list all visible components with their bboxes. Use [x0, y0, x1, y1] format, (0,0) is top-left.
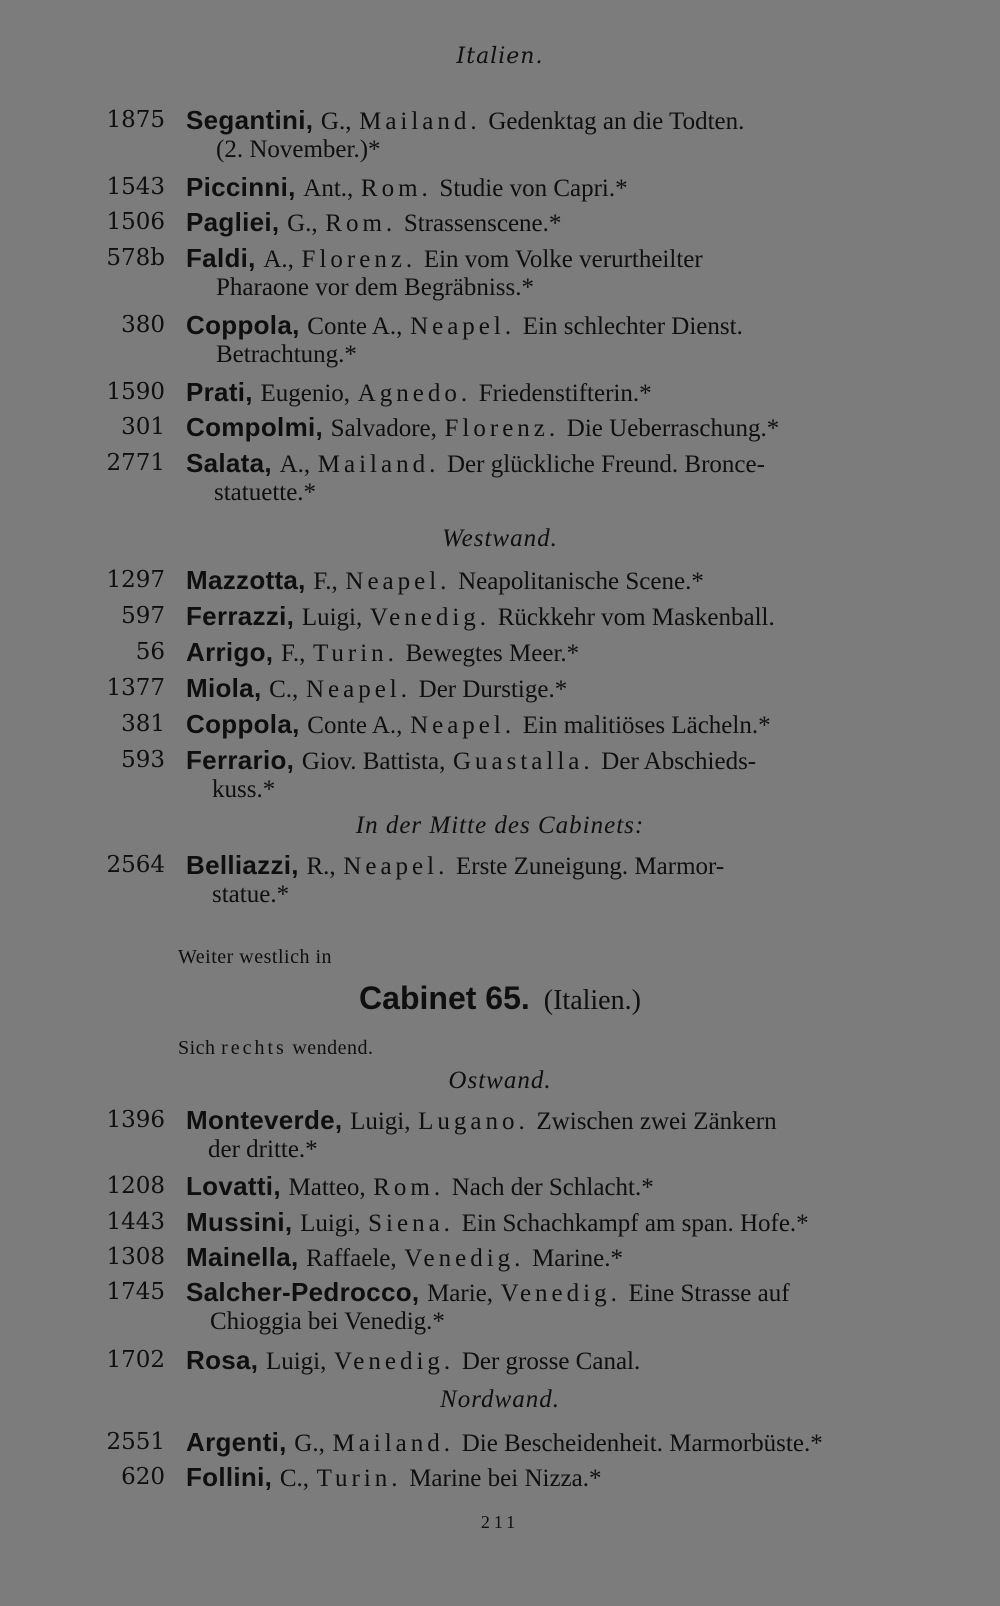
artist-name: Piccinni,: [186, 172, 296, 202]
artwork-title: Bewegtes Meer.*: [405, 640, 580, 667]
artwork-title-continuation: statue.*: [212, 881, 290, 908]
orientation-note-pre: Sich: [178, 1037, 222, 1059]
entry-line: [186, 745, 940, 777]
entry-line: [186, 601, 940, 633]
section-heading-ostwand: Ostwand.: [448, 1067, 552, 1094]
artist-name: Belliazzi,: [186, 850, 299, 880]
artist-place: Neapel.: [343, 853, 449, 880]
artist-place: Venedig.: [404, 1245, 525, 1272]
section-heading-nordwand: Nordwand.: [440, 1386, 560, 1413]
entry-line: [186, 310, 940, 342]
entry-line: [186, 105, 940, 137]
artist-first-name: F.,: [313, 568, 338, 595]
entry-line: [186, 1462, 940, 1494]
artwork-title: Rückkehr vom Maskenball.: [497, 604, 775, 631]
artist-first-name: G.,: [287, 210, 318, 237]
artist-name: Salcher-Pedrocco,: [186, 1277, 420, 1307]
catalog-number: 1745: [106, 1279, 165, 1305]
catalog-number: 593: [121, 747, 165, 773]
artist-place: Venedig.: [500, 1280, 621, 1307]
artist-place: Siena.: [368, 1210, 454, 1237]
entry-line: [186, 1277, 940, 1309]
catalog-number: 1875: [106, 107, 165, 133]
entry-line: [186, 1105, 940, 1137]
artist-first-name: Luigi,: [265, 1348, 327, 1375]
artwork-title: Strassenscene.*: [403, 210, 562, 237]
entry-line: [186, 448, 940, 480]
artist-name: Mainella,: [186, 1242, 299, 1272]
entry-line: [186, 1427, 940, 1459]
catalog-number: 2771: [106, 450, 165, 476]
artwork-title: Ein vom Volke verurtheilter: [423, 246, 703, 273]
artwork-title: Eine Strasse auf: [628, 1280, 790, 1307]
entry-line: [186, 565, 940, 597]
artwork-title: Die Bescheidenheit. Marmorbüste.*: [461, 1430, 823, 1457]
artwork-title: Die Ueberraschung.*: [566, 415, 780, 442]
catalog-number: 380: [121, 312, 165, 338]
artist-place: Mailand.: [317, 451, 440, 478]
artist-place: Neapel.: [410, 712, 516, 739]
artist-first-name: A.,: [279, 451, 311, 478]
entry-line: [186, 172, 940, 204]
artwork-title-continuation: der dritte.*: [208, 1136, 318, 1163]
catalog-number: 1208: [106, 1173, 165, 1199]
catalog-number: 1297: [106, 567, 165, 593]
catalog-number: 1396: [106, 1107, 165, 1133]
artist-place: Venedig.: [334, 1348, 455, 1375]
orientation-note-post: wendend.: [286, 1037, 374, 1059]
artwork-title: Ein Schachkampf am span. Hofe.*: [461, 1210, 809, 1237]
entry-line: [186, 412, 940, 444]
entry-line: [186, 1242, 940, 1274]
artist-first-name: Salvadore,: [330, 415, 437, 442]
artwork-title: Ein malitiöses Lächeln.*: [522, 712, 771, 739]
artist-first-name: Luigi,: [301, 604, 363, 631]
artist-place: Mailand.: [359, 108, 481, 135]
artist-place: Neapel.: [345, 568, 451, 595]
artist-first-name: Luigi,: [300, 1210, 361, 1237]
catalog-number: 1443: [106, 1209, 165, 1235]
artwork-title: Friedenstifterin.*: [478, 380, 652, 407]
artist-name: Monteverde,: [186, 1105, 343, 1135]
directional-note: [178, 946, 332, 969]
artwork-title: Nach der Schlacht.*: [451, 1174, 654, 1201]
artwork-title: Studie von Capri.*: [439, 175, 628, 202]
entry-line: [186, 243, 940, 275]
artist-name: Mazzotta,: [186, 565, 306, 595]
catalog-number: 597: [121, 603, 165, 629]
artist-first-name: C.,: [279, 1465, 309, 1492]
artist-place: Guastalla.: [452, 748, 594, 775]
artist-place: Agnedo.: [357, 380, 472, 407]
section-heading-westwand: Westwand.: [442, 525, 558, 552]
artwork-title: Zwischen zwei Zänkern: [536, 1108, 777, 1135]
artist-name: Lovatti,: [186, 1171, 281, 1201]
artist-name: Ferrario,: [186, 745, 295, 775]
artwork-title: Gedenktag an die Todten.: [488, 108, 745, 135]
artist-place: Lugano.: [418, 1108, 529, 1135]
artist-name: Argenti,: [186, 1427, 287, 1457]
entry-line: [186, 850, 940, 882]
entry-line: [186, 637, 940, 669]
catalog-number: 1506: [106, 209, 165, 235]
artwork-title-continuation: Chioggia bei Venedig.*: [210, 1308, 445, 1335]
orientation-note-direction: rechts: [221, 1037, 287, 1059]
artwork-title-continuation: kuss.*: [212, 776, 276, 803]
artwork-title: Der Abschieds-: [601, 748, 757, 775]
catalog-number: 56: [135, 639, 165, 665]
page-number: 211: [480, 1512, 520, 1532]
artist-first-name: A.,: [263, 246, 294, 273]
directional-note-text: Weiter westlich in: [178, 946, 333, 968]
artist-name: Pagliei,: [186, 207, 280, 237]
artist-name: Follini,: [186, 1462, 273, 1492]
section-heading-mitte: In der Mitte des Cabinets:: [355, 812, 645, 839]
artist-first-name: Marie,: [427, 1280, 494, 1307]
artist-name: Segantini,: [186, 105, 314, 135]
entry-line: [186, 207, 940, 239]
artist-place: Rom.: [325, 210, 397, 237]
artwork-title: Marine bei Nizza.*: [409, 1465, 602, 1492]
artist-first-name: G.,: [294, 1430, 325, 1457]
artist-place: Neapel.: [305, 676, 411, 703]
catalog-number: 578b: [106, 245, 165, 271]
catalog-number: 620: [121, 1464, 165, 1490]
artwork-title: Der glückliche Freund. Bronce-: [447, 451, 765, 478]
entry-line: [186, 1345, 940, 1377]
artist-first-name: Giov. Battista,: [301, 748, 446, 775]
artist-place: Neapel.: [410, 313, 516, 340]
entry-line: [186, 1207, 940, 1239]
orientation-note: [178, 1037, 374, 1060]
artist-name: Coppola,: [186, 310, 300, 340]
artist-first-name: G.,: [320, 108, 352, 135]
artwork-title-continuation: (2. November.)*: [216, 136, 381, 163]
artist-first-name: Raffaele,: [306, 1245, 397, 1272]
entry-line: [186, 709, 940, 741]
catalog-number: 1543: [106, 174, 165, 200]
cabinet-heading: [0, 980, 1000, 1017]
catalog-number: 2564: [106, 852, 165, 878]
catalog-number: 1590: [106, 379, 165, 405]
artwork-title-continuation: Betrachtung.*: [216, 341, 357, 368]
cabinet-label: Cabinet 65.: [359, 980, 530, 1016]
artist-name: Mussini,: [186, 1207, 293, 1237]
artist-name: Compolmi,: [186, 412, 324, 442]
artwork-title: Erste Zuneigung. Marmor-: [455, 853, 725, 880]
catalog-number: 301: [121, 414, 165, 440]
artist-place: Florenz.: [301, 246, 417, 273]
artist-place: Rom.: [373, 1174, 445, 1201]
catalog-number: 1377: [106, 675, 165, 701]
catalog-number: 1702: [106, 1347, 165, 1373]
artist-name: Ferrazzi,: [186, 601, 295, 631]
artist-name: Rosa,: [186, 1345, 259, 1375]
artwork-title-continuation: statuette.*: [214, 479, 317, 506]
artist-name: Coppola,: [186, 709, 300, 739]
artwork-title-continuation: Pharaone vor dem Begräbniss.*: [216, 274, 534, 301]
running-head: Italien.: [456, 44, 544, 69]
artist-name: Miola,: [186, 673, 262, 703]
artist-name: Arrigo,: [186, 637, 274, 667]
artist-first-name: Conte A.,: [307, 313, 403, 340]
artist-place: Turin.: [316, 1465, 402, 1492]
artist-first-name: Eugenio,: [260, 380, 351, 407]
artist-place: Turin.: [313, 640, 398, 667]
entry-line: [186, 1171, 940, 1203]
entry-line: [186, 377, 940, 409]
artist-place: Mailand.: [332, 1430, 455, 1457]
artist-first-name: Ant.,: [303, 175, 354, 202]
artist-first-name: R.,: [306, 853, 336, 880]
artist-first-name: Luigi,: [350, 1108, 411, 1135]
catalog-number: 1308: [106, 1244, 165, 1270]
entry-line: [186, 673, 940, 705]
artwork-title: Der grosse Canal.: [461, 1348, 641, 1375]
artist-name: Faldi,: [186, 243, 256, 273]
artist-first-name: C.,: [269, 676, 299, 703]
artwork-title: Neapolitanische Scene.*: [458, 568, 704, 595]
artist-name: Salata,: [186, 448, 272, 478]
artist-place: Venedig.: [369, 604, 491, 631]
artist-place: Rom.: [360, 175, 432, 202]
catalog-number: 381: [121, 711, 165, 737]
artist-first-name: Matteo,: [288, 1174, 366, 1201]
artwork-title: Marine.*: [532, 1245, 624, 1272]
artist-name: Prati,: [186, 377, 253, 407]
artwork-title: Ein schlechter Dienst.: [522, 313, 743, 340]
cabinet-country: (Italien.): [543, 985, 641, 1016]
artist-first-name: F.,: [280, 640, 306, 667]
artwork-title: Der Durstige.*: [418, 676, 568, 703]
artist-place: Florenz.: [444, 415, 560, 442]
catalog-number: 2551: [106, 1429, 165, 1455]
artist-first-name: Conte A.,: [307, 712, 403, 739]
